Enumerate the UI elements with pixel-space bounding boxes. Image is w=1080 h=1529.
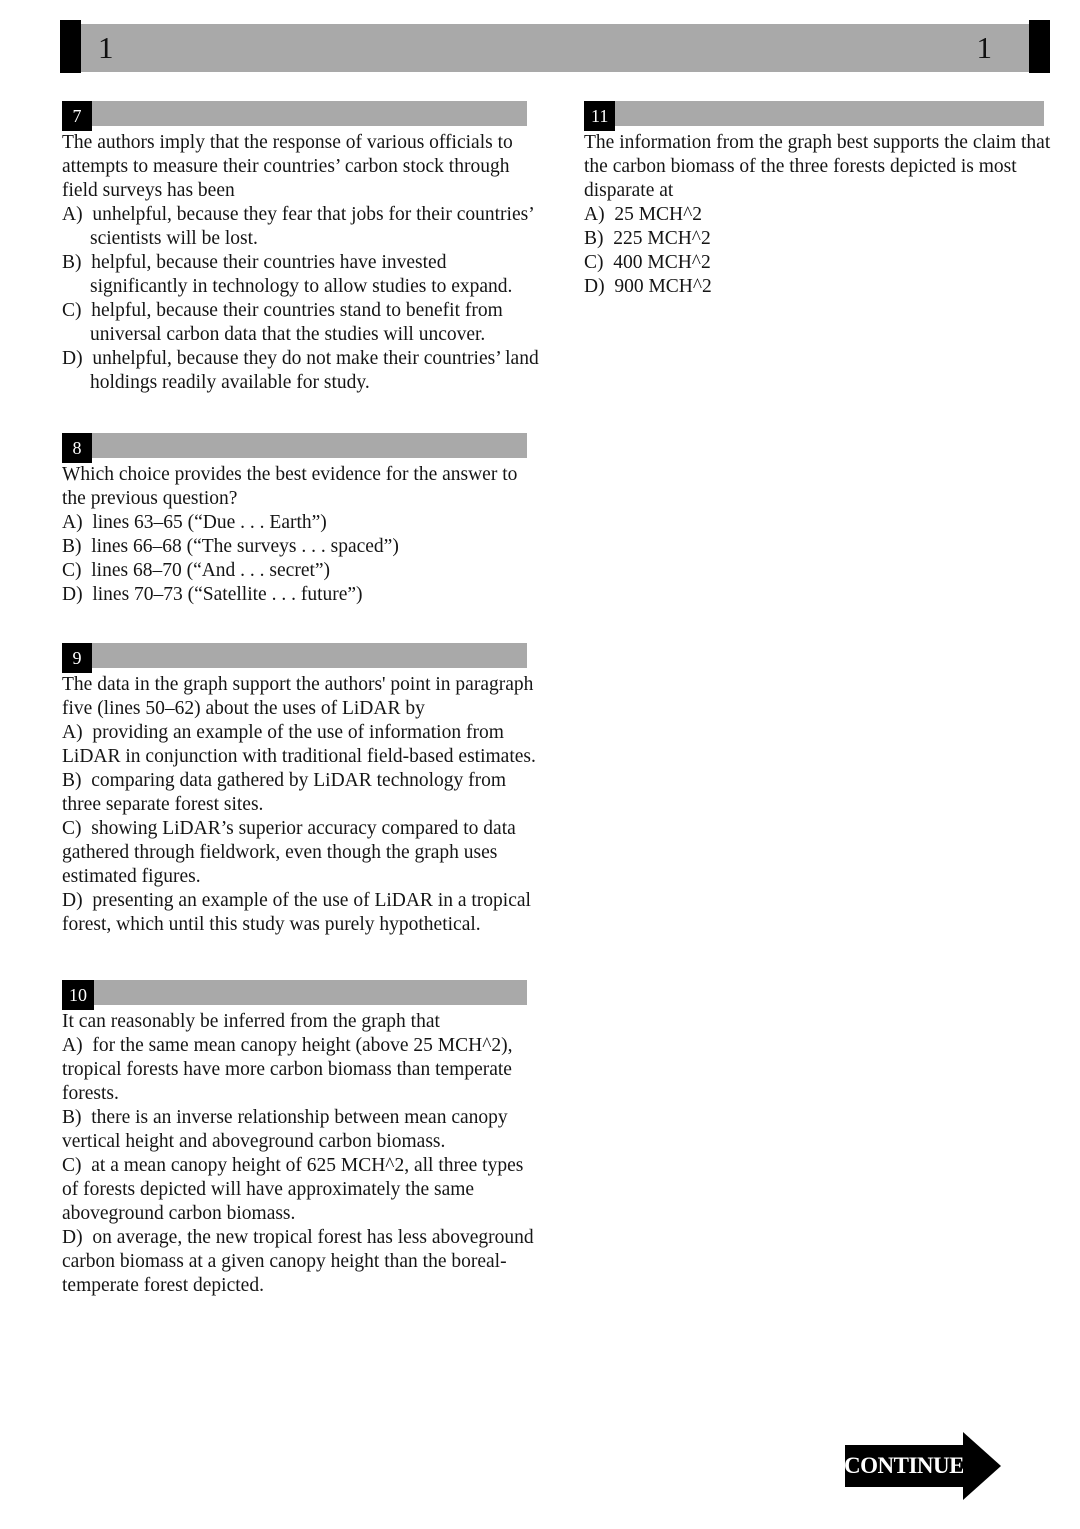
section-header-bar	[60, 24, 1050, 72]
question-text-line: tropical forests have more carbon biomass than temperate	[62, 1059, 512, 1080]
question-text-line: forests.	[62, 1083, 119, 1104]
question-text-line: field surveys has been	[62, 180, 235, 201]
question-text-line: A) for the same mean canopy height (above 25 MCH^2),	[62, 1035, 513, 1056]
question-9-body	[62, 673, 557, 937]
question-number-badge: 7	[62, 101, 92, 131]
question-text-line: D) presenting an example of the use of LiDAR in a tropical	[62, 890, 531, 911]
question-text-line: significantly in technology to allow studies to expand.	[90, 276, 513, 297]
question-text-line: gathered through fieldwork, even though the graph uses	[62, 842, 498, 863]
question-text-line: C) at a mean canopy height of 625 MCH^2, all three types	[62, 1155, 524, 1176]
question-text-line: estimated figures.	[62, 866, 201, 887]
question-8	[62, 433, 527, 607]
question-text-line: The data in the graph support the authors' point in paragraph	[62, 674, 534, 695]
question-text-line: The authors imply that the response of various officials to	[62, 132, 513, 153]
question-text-line: LiDAR in conjunction with traditional field-based estimates.	[62, 746, 536, 767]
question-text-line: D) on average, the new tropical forest has less aboveground	[62, 1227, 534, 1248]
question-text-line: the carbon biomass of the three forests depicted is most	[584, 156, 1017, 177]
question-text-line: C) helpful, because their countries stand to benefit from	[62, 300, 503, 321]
question-text-line: aboveground carbon biomass.	[62, 1203, 296, 1224]
question-text-line: A) 25 MCH^2	[584, 204, 703, 225]
question-text-line: A) providing an example of the use of information from	[62, 722, 504, 743]
continue-label: CONTINUE	[845, 1445, 963, 1487]
question-11-body	[584, 131, 1072, 299]
question-8-tab	[62, 433, 527, 458]
question-9	[62, 643, 536, 937]
question-text-line: B) lines 66–68 (“The surveys . . . spaced”)	[62, 536, 399, 557]
question-text-line: D) 900 MCH^2	[584, 276, 712, 297]
question-9-tab	[62, 643, 527, 668]
question-text-line: holdings readily available for study.	[90, 372, 370, 393]
header-right-cap	[1029, 20, 1050, 73]
question-text-line: D) lines 70–73 (“Satellite . . . future”)	[62, 584, 363, 605]
question-7-tab	[62, 101, 527, 126]
header-left-cap	[60, 20, 81, 73]
question-number-badge: 11	[584, 101, 615, 131]
question-8-body	[62, 463, 557, 607]
question-number-badge: 10	[62, 980, 94, 1010]
question-text-line: B) 225 MCH^2	[584, 228, 711, 249]
question-text-line: B) helpful, because their countries have invested	[62, 252, 447, 273]
question-10	[62, 980, 534, 1298]
question-text-line: C) showing LiDAR’s superior accuracy compared to data	[62, 818, 516, 839]
question-text-line: D) unhelpful, because they do not make their countries’ land	[62, 348, 539, 369]
question-number-badge: 9	[62, 643, 92, 673]
question-text-line: It can reasonably be inferred from the graph that	[62, 1011, 440, 1032]
question-text-line: A) lines 63–65 (“Due . . . Earth”)	[62, 512, 327, 533]
question-text-line: C) 400 MCH^2	[584, 252, 711, 273]
section-number-left: 1	[98, 30, 114, 65]
question-text-line: Which choice provides the best evidence for the answer to	[62, 464, 518, 485]
question-7-body	[62, 131, 557, 395]
question-text-line: three separate forest sites.	[62, 794, 264, 815]
question-10-tab	[62, 980, 527, 1005]
question-text-line: temperate forest depicted.	[62, 1275, 264, 1296]
question-text-line: B) comparing data gathered by LiDAR technology from	[62, 770, 507, 791]
question-text-line: disparate at	[584, 180, 674, 201]
continue-arrow-icon	[963, 1432, 1001, 1500]
question-text-line: The information from the graph best supports the claim that	[584, 132, 1051, 153]
question-text-line: scientists will be lost.	[90, 228, 258, 249]
question-10-body	[62, 1010, 557, 1298]
question-text-line: five (lines 50–62) about the uses of LiDAR by	[62, 698, 425, 719]
question-text-line: B) there is an inverse relationship between mean canopy	[62, 1107, 508, 1128]
question-text-line: of forests depicted will have approximately the same	[62, 1179, 475, 1200]
question-text-line: universal carbon data that the studies will uncover.	[90, 324, 486, 345]
question-text-line: A) unhelpful, because they fear that jobs for their countries’	[62, 204, 535, 225]
question-text-line: attempts to measure their countries’ carbon stock through	[62, 156, 510, 177]
question-11	[584, 101, 1051, 299]
question-text-line: the previous question?	[62, 488, 238, 509]
section-number-right: 1	[976, 30, 992, 65]
question-text-line: carbon biomass at a given canopy height than the boreal-	[62, 1251, 507, 1272]
question-7	[62, 101, 539, 395]
continue-button[interactable]	[845, 1432, 1001, 1500]
question-text-line: forest, which until this study was purely hypothetical.	[62, 914, 481, 935]
question-text-line: vertical height and aboveground carbon biomass.	[62, 1131, 446, 1152]
question-11-tab	[584, 101, 1044, 126]
question-number-badge: 8	[62, 433, 92, 463]
question-text-line: C) lines 68–70 (“And . . . secret”)	[62, 560, 331, 581]
